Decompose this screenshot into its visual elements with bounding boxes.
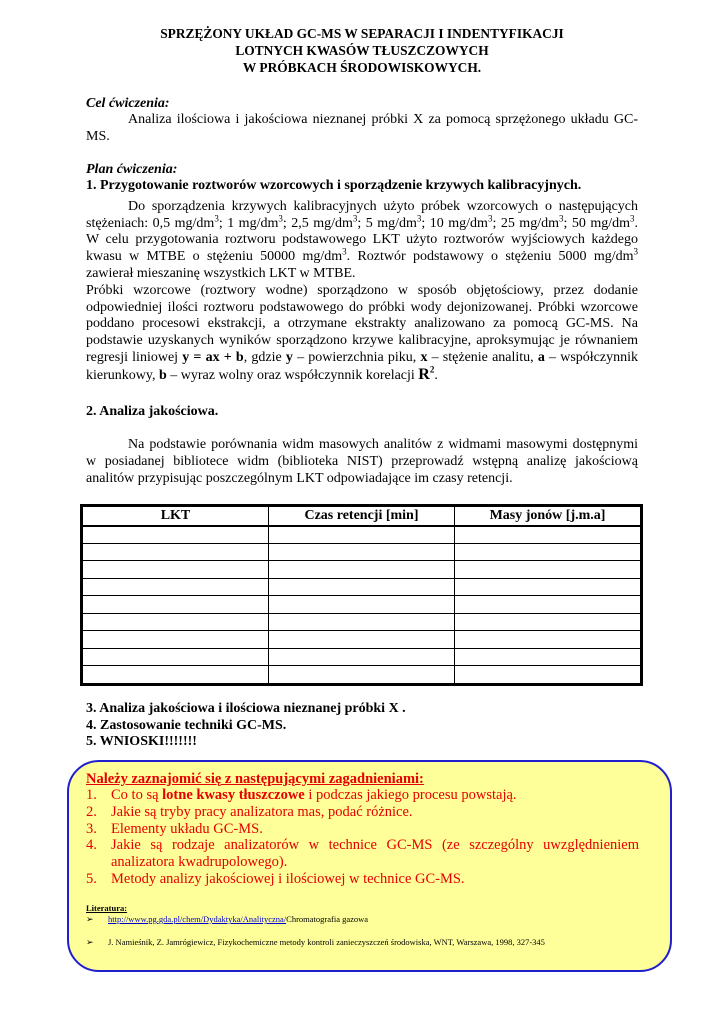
table-cell bbox=[269, 631, 455, 649]
var-r2 bbox=[418, 366, 434, 383]
lkt-table bbox=[80, 504, 643, 686]
table-cell bbox=[455, 631, 641, 649]
table-cell bbox=[83, 578, 269, 596]
section-1-title: 1. Przygotowanie roztworów wzorcowych i sporządzenie krzywych kalibracyjnych. bbox=[86, 178, 582, 193]
item-number: 3. bbox=[86, 820, 97, 837]
list-item bbox=[86, 804, 639, 821]
p2-text: – wyraz wolny oraz współczynnik korelacji bbox=[166, 367, 419, 383]
sup-3: 3 bbox=[352, 212, 358, 223]
cel-heading: Cel ćwiczenia: bbox=[86, 96, 170, 111]
table-cell bbox=[83, 648, 269, 666]
title-line-1: SPRZĘŻONY UKŁAD GC-MS W SEPARACJI I INDENTYFIKACJI bbox=[160, 26, 564, 41]
sup-3: 3 bbox=[630, 212, 635, 223]
section-3-title: 3. Analiza jakościowa i ilościowa nieznanej próbki X . bbox=[86, 701, 406, 716]
table-cell bbox=[269, 561, 455, 579]
var-b: b bbox=[158, 367, 167, 383]
p1-text: ; 25 mg/dm bbox=[492, 215, 559, 231]
item-number: 2. bbox=[86, 803, 97, 820]
p2-text: , gdzie bbox=[243, 349, 286, 365]
arrow-bullet-icon: ➢ bbox=[86, 914, 94, 924]
table-cell bbox=[269, 596, 455, 614]
table-row bbox=[83, 613, 641, 631]
table-cell bbox=[455, 561, 641, 579]
p1-text: ; 2,5 mg/dm bbox=[282, 215, 353, 231]
list-item bbox=[86, 787, 639, 804]
list-item bbox=[86, 837, 639, 871]
q1-text: Co to są bbox=[111, 787, 163, 803]
table-cell bbox=[269, 526, 455, 544]
table-cell bbox=[83, 666, 269, 684]
table-cell bbox=[83, 613, 269, 631]
sup-3: 3 bbox=[416, 212, 422, 223]
p1-text: Do sporządzenia krzywych kalibracyjnych użyto próbek wzorcowych o następujących stężeniach: 0,5 mg/dm bbox=[86, 198, 638, 231]
table-row bbox=[83, 526, 641, 544]
table-cell bbox=[269, 648, 455, 666]
var-a: a bbox=[537, 349, 545, 365]
item-text: Jakie są rodzaje analizatorów w technice GC-MS (ze szczególny uwzględnieniem analizatora kwadrupolowego). bbox=[111, 837, 639, 871]
table-cell bbox=[455, 526, 641, 544]
paragraph-qualitative: Na podstawie porównania widm masowych analitów z widmami masowymi dostępnymi w posiadanej bibliotece widm (biblioteka NIST) przeprowadź wstępną analizę jakościową analitów przypisując poszczególnym LKT odpowiadające im czasy retencji. bbox=[86, 437, 638, 486]
table-cell bbox=[269, 543, 455, 561]
sup-3: 3 bbox=[633, 246, 638, 257]
table-cell bbox=[455, 666, 641, 684]
table-cell bbox=[455, 543, 641, 561]
list-item bbox=[86, 821, 639, 838]
table-cell bbox=[83, 526, 269, 544]
table-cell bbox=[455, 596, 641, 614]
table-cell bbox=[83, 561, 269, 579]
table-cell bbox=[269, 578, 455, 596]
p1-text: ; 1 mg/dm bbox=[218, 215, 279, 231]
p2-text: – współczynnik kierunkowy, bbox=[86, 349, 638, 383]
item-number: 1. bbox=[86, 787, 97, 803]
table-header-row bbox=[83, 507, 641, 526]
section-5-title: 5. WNIOSKI!!!!!!! bbox=[86, 734, 197, 749]
header-ion-mass: Masy jonów [j.m.a] bbox=[455, 507, 641, 526]
table-row bbox=[83, 596, 641, 614]
table-cell bbox=[269, 613, 455, 631]
cel-section bbox=[86, 96, 638, 146]
p1-text: ; 50 mg/dm bbox=[563, 215, 631, 231]
literature-link[interactable]: http://www.pg.gda.pl/chem/Dydaktyka/Analityczna/ bbox=[108, 914, 287, 924]
plan-section bbox=[86, 162, 638, 385]
table-row bbox=[83, 543, 641, 561]
sup-3: 3 bbox=[487, 212, 493, 223]
item-number: 5. bbox=[86, 870, 97, 887]
arrow-bullet-icon: ➢ bbox=[86, 937, 94, 947]
table-row bbox=[83, 631, 641, 649]
section-2-title: 2. Analiza jakościowa. bbox=[86, 404, 219, 419]
var-y: y bbox=[285, 349, 293, 365]
table-row bbox=[83, 648, 641, 666]
p1-text: zawierał mieszaninę wszystkich LKT w MTBE. bbox=[86, 265, 356, 281]
p1-text: . Roztwór podstawowy o stężeniu 5000 mg/dm bbox=[346, 249, 634, 265]
regression-equation: y = ax + b bbox=[182, 349, 244, 365]
item-text: Metody analizy jakościowej i ilościowej w technice GC-MS. bbox=[111, 870, 465, 887]
q1-text: i podczas jakiego procesu powstają. bbox=[304, 787, 517, 803]
header-retention: Czas retencji [min] bbox=[269, 507, 455, 526]
cel-text: Analiza ilościowa i jakościowa nieznanej próbki X za pomocą sprzężonego układu GC-MS. bbox=[86, 112, 638, 144]
literature-item bbox=[86, 937, 545, 948]
r-letter: R bbox=[418, 365, 430, 383]
table-cell bbox=[455, 613, 641, 631]
questions-list bbox=[86, 787, 639, 888]
paragraph-concentrations bbox=[86, 199, 638, 283]
table-row bbox=[83, 578, 641, 596]
table-cell bbox=[455, 578, 641, 596]
var-x: x bbox=[420, 349, 428, 365]
p1-text: ; 10 mg/dm bbox=[421, 215, 488, 231]
table-row bbox=[83, 561, 641, 579]
header-lkt: LKT bbox=[83, 507, 269, 526]
sup-3: 3 bbox=[278, 212, 283, 223]
sup-3: 3 bbox=[558, 212, 564, 223]
item-number: 4. bbox=[86, 837, 97, 854]
item-text: Elementy układu GC-MS. bbox=[111, 820, 263, 837]
table-cell bbox=[269, 666, 455, 684]
literature-item-text: Chromatografia gazowa bbox=[286, 914, 369, 924]
sup-3: 3 bbox=[214, 212, 219, 223]
p2-text: Próbki wzorcowe (roztwory wodne) sporządzono w sposób objętościowy, przez dodanie odpowiedniej ilości roztworu podstawowego do próbki wody dejonizowanej. Próbki wzorcowe poddano procesowi ekstrakcji, a otrzymane ekstrakty analizowano za pomocą GC-MS. Na podstawie uzyskanych wyników sporządzono krzywe kalibracyjne, aproksymując je równaniem regresji liniowej bbox=[86, 282, 638, 365]
sections-list bbox=[86, 701, 406, 751]
literature-item-text: J. Namieśnik, Z. Jamrógiewicz, Fizykochemiczne metody kontroli zanieczyszczeń środowiska, WNT, Warszawa, 1998, 327-345 bbox=[108, 937, 545, 947]
list-item bbox=[86, 871, 639, 888]
item-text bbox=[111, 787, 639, 804]
r-sup: 2 bbox=[429, 364, 435, 375]
section-2 bbox=[86, 404, 638, 487]
table-cell bbox=[455, 648, 641, 666]
p2-text: – powierzchnia piku, bbox=[292, 349, 421, 365]
title-line-2: LOTNYCH KWASÓW TŁUSZCZOWYCH bbox=[235, 43, 489, 58]
table-cell bbox=[83, 631, 269, 649]
p2-end: . bbox=[434, 367, 438, 383]
p2-text: – stężenie analitu, bbox=[427, 349, 538, 365]
paragraph-calibration bbox=[86, 283, 638, 385]
questions-heading: Należy zaznajomić się z następującymi zagadnieniami: bbox=[86, 771, 424, 787]
q1-bold: lotne kwasy tłuszczowe bbox=[162, 787, 305, 803]
literature-heading: Literatura: bbox=[86, 903, 128, 913]
item-text: Jakie są tryby pracy analizatora mas, podać różnice. bbox=[111, 803, 413, 820]
section-4-title: 4. Zastosowanie techniki GC-MS. bbox=[86, 717, 287, 733]
p1-text: ; 5 mg/dm bbox=[357, 215, 417, 231]
table-cell bbox=[83, 543, 269, 561]
table-cell bbox=[83, 596, 269, 614]
p1-text: . W celu przygotowania roztworu podstawowego LKT użyto roztworów wyjściowych każdego kwasu w MTBE o stężeniu 50000 mg/dm bbox=[86, 215, 639, 265]
literature-item bbox=[86, 914, 368, 925]
document-title bbox=[86, 25, 638, 76]
sup-3: 3 bbox=[342, 246, 347, 257]
table-row bbox=[83, 666, 641, 684]
plan-heading: Plan ćwiczenia: bbox=[86, 162, 178, 177]
title-line-3: W PRÓBKACH ŚRODOWISKOWYCH. bbox=[242, 60, 482, 75]
